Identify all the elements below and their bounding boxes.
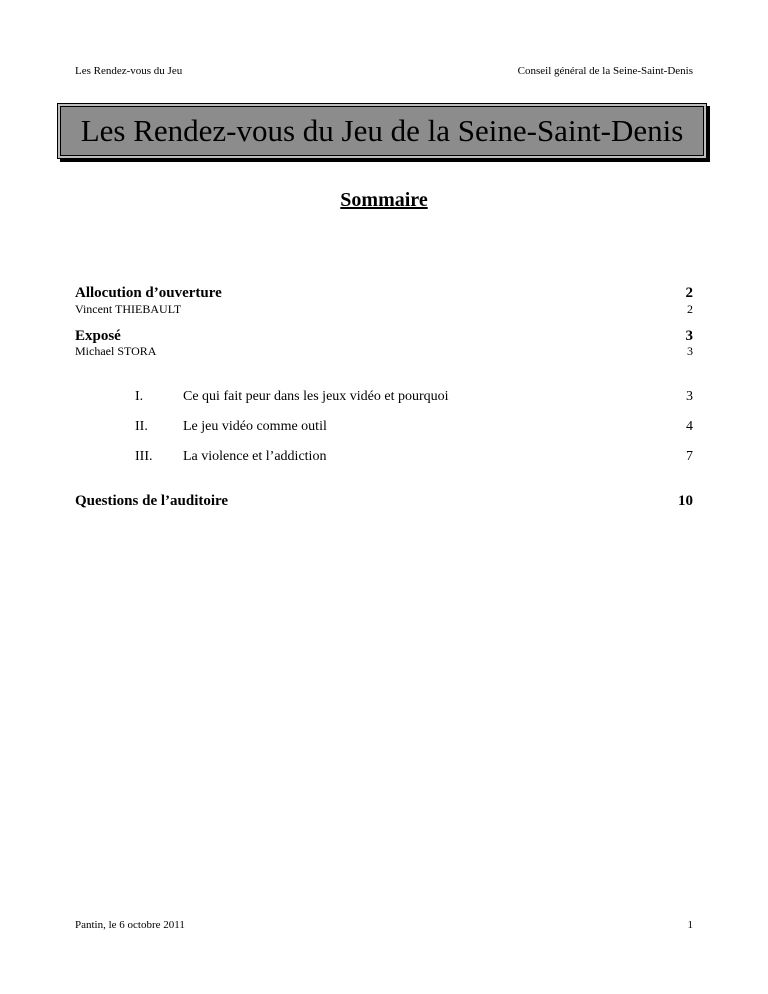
toc-page-number: 3 — [686, 389, 693, 404]
toc-subsection-number: II. — [135, 419, 148, 434]
toc-section-label: Exposé — [75, 328, 121, 344]
footer-date: Pantin, le 6 octobre 2011 — [75, 919, 185, 931]
toc-author-label: Michael STORA — [75, 344, 157, 358]
toc-section-label: Questions de l’auditoire — [75, 493, 229, 509]
toc-page-number: 3 — [685, 328, 693, 344]
toc-page-number: 3 — [687, 344, 693, 358]
toc-page-number: 7 — [686, 449, 693, 464]
toc-author-label: Vincent THIEBAULT — [75, 302, 182, 316]
toc-page-number: 4 — [686, 419, 693, 434]
toc-subsection-label: Ce qui fait peur dans les jeux vidéo et pourquoi — [183, 389, 449, 404]
document-title: Les Rendez-vous du Jeu de la Seine-Saint-Denis — [80, 113, 684, 148]
toc-section-label: Allocution d’ouverture — [75, 285, 222, 301]
toc-heading: Sommaire — [340, 189, 428, 211]
title-banner — [57, 103, 707, 159]
toc-subsection-label: La violence et l’addiction — [183, 449, 327, 464]
footer-page-number: 1 — [687, 919, 693, 931]
toc-page-number: 2 — [685, 285, 693, 301]
toc-page-number: 10 — [678, 493, 693, 509]
toc-subsection-label: Le jeu vidéo comme outil — [183, 419, 327, 434]
toc-subsection-number: I. — [135, 389, 144, 404]
toc-page-number: 2 — [687, 302, 693, 316]
toc-subsection-number: III. — [135, 449, 153, 464]
header-left: Les Rendez-vous du Jeu — [75, 65, 183, 77]
header-right: Conseil général de la Seine-Saint-Denis — [517, 65, 693, 77]
